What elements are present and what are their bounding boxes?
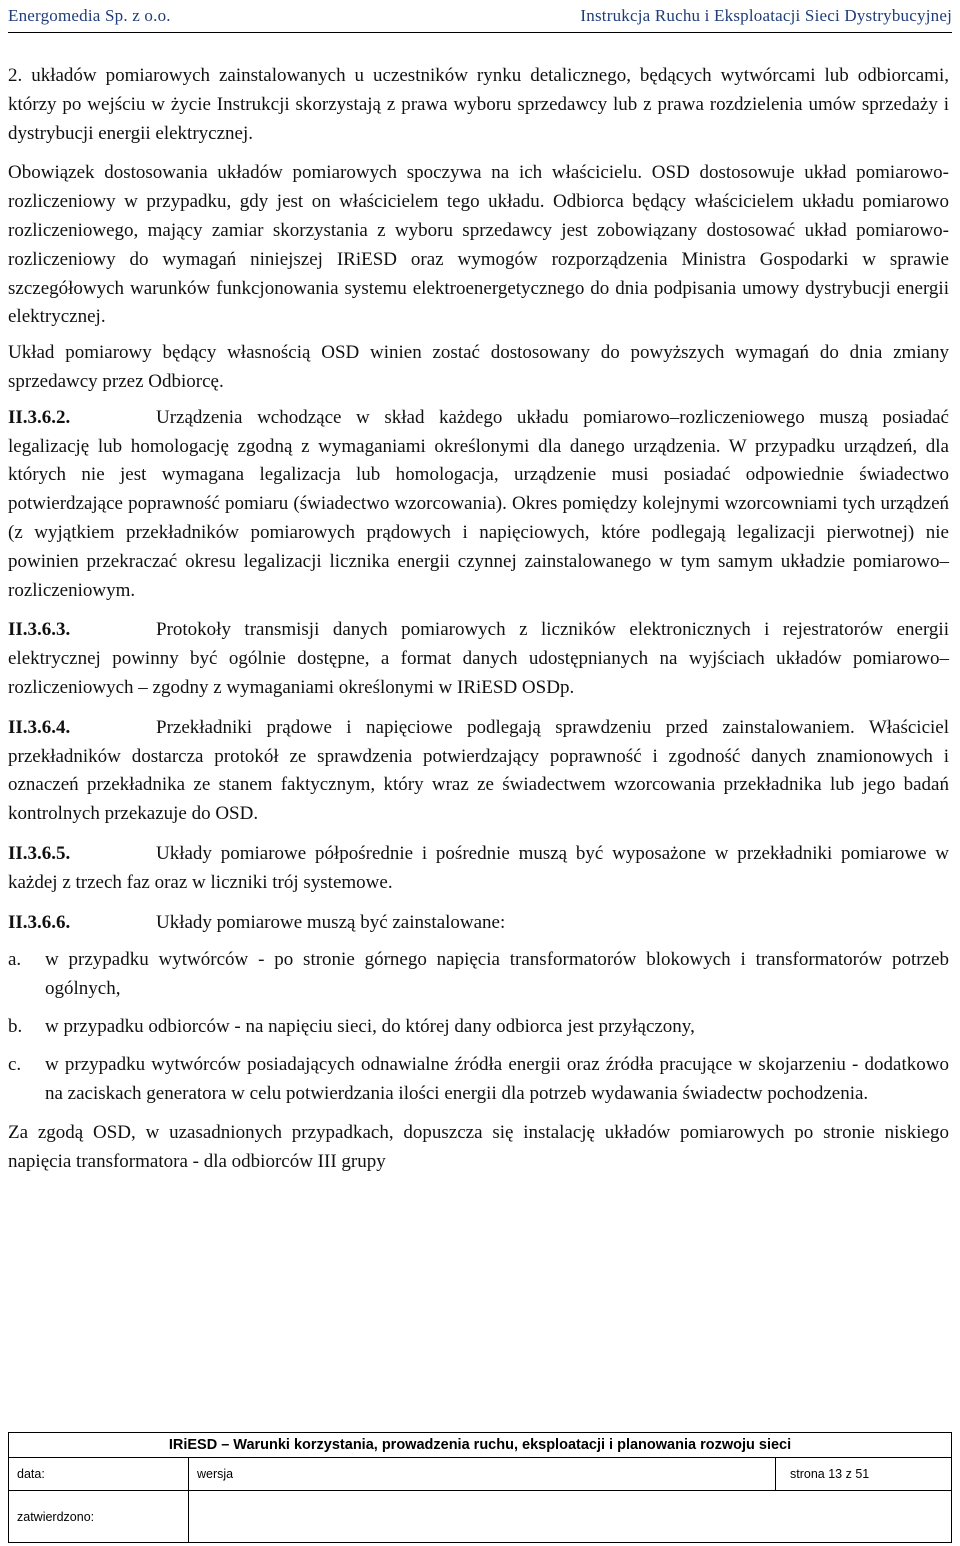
list-marker: c. xyxy=(8,1053,22,1075)
footer-title-row xyxy=(8,1432,952,1458)
section-number: II.3.6.4. xyxy=(8,716,71,738)
footer-approval-row xyxy=(8,1490,952,1543)
section-number: II.3.6.2. xyxy=(8,406,71,428)
footer-page-number: strona 13 z 51 xyxy=(790,1467,870,1481)
list-text: w przypadku wytwórców posiadających odnawialne źródła energii oraz źródła pracujące w skojarzeniu - dodatkowo na zaciskach generatora w celu potwierdzania ilości energii dla potrzeb wydawania świadectw pochodzenia. xyxy=(45,1053,949,1104)
list-text: w przypadku wytwórców - po stronie górnego napięcia transformatorów blokowych i transformatorów potrzeb ogólnych, xyxy=(45,949,949,1000)
page-header xyxy=(8,0,952,33)
section-text: Przekładniki prądowe i napięciowe podlegają sprawdzeniu przed zainstalowaniem. Właściciel przekładników dostarcza protokół ze sprawdzenia potwierdzający poprawność i zgodność danych znamionowych i oznaczeń przekładnika ze stanem faktycznym, który wraz ze świadectwem wzorcowania przekładnika lub jego badań kontrolnych przekazuje do OSD. xyxy=(8,716,949,825)
footer-version-label: wersja xyxy=(197,1467,234,1481)
footer-approval-value xyxy=(189,1491,951,1542)
section-text: Układy pomiarowe półpośrednie i pośrednie muszą być wyposażone w przekładniki pomiarowe w każdej z trzech faz oraz w liczniki trój systemowe. xyxy=(8,842,949,893)
section-text: Układy pomiarowe muszą być zainstalowane: xyxy=(156,911,506,933)
list-item xyxy=(8,1013,949,1042)
footer-approval-cell xyxy=(9,1491,189,1542)
section-ii-3-6-4 xyxy=(8,714,949,829)
section-ii-3-6-5 xyxy=(8,840,949,898)
section-ii-3-6-3 xyxy=(8,616,949,702)
footer-version-cell xyxy=(189,1458,776,1490)
paragraph-obligation: Obowiązek dostosowania układów pomiarowych spoczywa na ich właścicielu. OSD dostosowuje układ pomiarowo-rozliczeniowy w przypadku, gdy jest on właścicielem tego układu. Odbiorca będący właścicielem układu pomiarowo rozliczeniowego, mający zamiar skorzystania z wyboru sprzedawcy jest zobowiązany dostosować układ pomiarowo-rozliczeniowy do wymagań niniejszej IRiESD oraz wymogów rozporządzenia Ministra Gospodarki w sprawie szczegółowych warunków funkcjonowania systemu elektroenergetycznego do dnia podpisania umowy dystrybucji energii elektrycznej. xyxy=(8,162,949,328)
list-marker: a. xyxy=(8,949,22,971)
list-text: w przypadku odbiorców - na napięciu sieci, do której dany odbiorca jest przyłączony, xyxy=(45,1015,695,1037)
section-text: Urządzenia wchodzące w skład każdego układu pomiarowo–rozliczeniowego muszą posiadać legalizację lub homologację zgodną z wymaganiami określonymi dla danego urządzenia. W przypadku urządzeń, dla których nie jest wymagana legalizacja lub homologacja, urządzenie musi posiadać odpowiednie świadectwo potwierdzające poprawność pomiaru (świadectwo wzorcowania). Okres pomiędzy kolejnymi wzorcowniami tych urządzeń (z wyjątkiem przekładników pomiarowych prądowych i napięciowych, które podlegają legalizacji pierwotnej) nie powinien przekraczać okresu legalizacji licznika energii czynnej zainstalowanego w tym samym układzie pomiarowo–rozliczeniowym. xyxy=(8,406,949,601)
paragraph-item-2: 2. układów pomiarowych zainstalowanych u uczestników rynku detalicznego, będących wytwórcami lub odbiorcami, którzy po wejściu w życie Instrukcji skorzystają z prawa wyboru sprzedawcy lub z prawa rozdzielenia umów sprzedaży i dystrybucji energii elektrycznej. xyxy=(8,65,949,144)
list-item xyxy=(8,1051,949,1109)
section-number: II.3.6.5. xyxy=(8,842,71,864)
footer-approval-label: zatwierdzono: xyxy=(17,1509,95,1524)
paragraph-consent: Za zgodą OSD, w uzasadnionych przypadkach, dopuszcza się instalację układów pomiarowych po stronie niskiego napięcia transformatora - dla odbiorców III grupy xyxy=(8,1122,949,1173)
footer-page-cell xyxy=(776,1458,951,1490)
header-company: Energomedia Sp. z o.o. xyxy=(8,6,171,25)
section-number: II.3.6.6. xyxy=(8,911,71,933)
header-document-title: Instrukcja Ruchu i Eksploatacji Sieci Dystrybucyjnej xyxy=(580,6,952,25)
page-footer xyxy=(8,1432,952,1543)
footer-meta-row xyxy=(8,1457,952,1491)
footer-date-label: data: xyxy=(17,1467,45,1481)
footer-date-cell xyxy=(9,1458,189,1490)
footer-title: IRiESD – Warunki korzystania, prowadzenia ruchu, eksploatacji i planowania rozwoju sieci xyxy=(168,1437,792,1453)
page-content xyxy=(8,62,949,1177)
list-item xyxy=(8,946,949,1004)
section-text: Protokoły transmisji danych pomiarowych z liczników elektronicznych i rejestratorów energii elektrycznej powinny być ogólnie dostępne, a format danych udostępnianych na wyjściach układów pomiarowo–rozliczeniowych – zgodny z wymaganiami określonymi w IRiESD OSDp. xyxy=(8,619,949,698)
paragraph-osd-system: Układ pomiarowy będący własnością OSD winien zostać dostosowany do powyższych wymagań do dnia zmiany sprzedawcy przez Odbiorcę. xyxy=(8,342,949,392)
section-ii-3-6-6 xyxy=(8,909,949,938)
section-number: II.3.6.3. xyxy=(8,619,71,641)
section-ii-3-6-2 xyxy=(8,404,949,606)
list-marker: b. xyxy=(8,1015,23,1037)
